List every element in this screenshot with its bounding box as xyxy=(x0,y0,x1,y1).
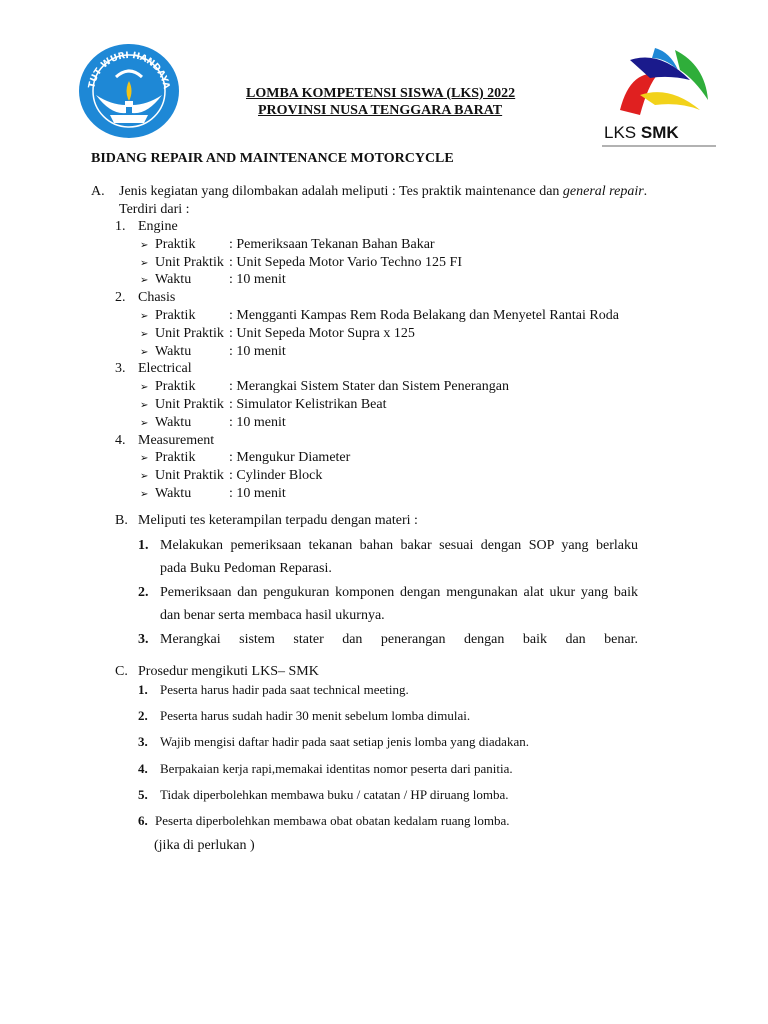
section-a-row-value: : Mengganti Kampas Rem Roda Belakang dan Menyetel Rantai Roda xyxy=(229,308,619,323)
section-a-intro-italic: general repair xyxy=(562,184,644,199)
section-c-item-number: 3. xyxy=(138,734,148,749)
section-a-item-name: Engine xyxy=(138,219,178,234)
section-c-item-number: 1. xyxy=(138,682,148,697)
section-b-letter: B. xyxy=(115,513,128,528)
section-a-letter: A. xyxy=(91,184,105,199)
section-c-item-number: 5. xyxy=(138,787,148,802)
section-b-item-line1: Melakukan pemeriksaan tekanan bahan bakar sesuai dengan SOP yang berlaku xyxy=(160,538,638,553)
section-a-intro-text: Jenis kegiatan yang dilombakan adalah meliputi : Tes praktik maintenance dan xyxy=(119,184,563,199)
section-c-note: (jika di perlukan ) xyxy=(154,838,255,853)
lks-smk-logo-text xyxy=(604,123,679,143)
section-a-row-label: Waktu xyxy=(155,414,192,430)
section-c-item-text: Peserta harus hadir pada saat technical meeting. xyxy=(160,682,409,697)
section-a-row-label: Unit Praktik xyxy=(155,468,224,484)
section-a-row-label: Unit Praktik xyxy=(155,397,224,412)
section-b-item-number: 2. xyxy=(138,585,149,600)
section-a-row-label: Praktik xyxy=(155,450,196,466)
section-b-intro: Meliputi tes keterampilan terpadu dengan materi : xyxy=(138,513,418,528)
section-a-row-value: : 10 menit xyxy=(229,343,286,359)
tut-wuri-handayani-logo xyxy=(76,43,182,139)
section-a-row-label: Waktu xyxy=(155,343,192,359)
logo-lks-text: LKS xyxy=(604,123,637,142)
section-a-row-value: : Mengukur Diameter xyxy=(229,450,351,466)
section-a-row-value: : Unit Sepeda Motor Supra x 125 xyxy=(229,325,415,341)
section-c-item-text: Peserta diperbolehkan membawa obat obatan kedalam ruang lomba. xyxy=(155,813,510,828)
section-c-item-number: 6. xyxy=(138,813,148,828)
section-b-item-line1: Pemeriksaan dan pengukuran komponen dengan mengunakan alat ukur yang baik xyxy=(160,585,638,600)
bullet-arrow-icon: ➢ xyxy=(140,489,149,500)
bullet-arrow-icon: ➢ xyxy=(140,311,149,322)
section-b-item-line2: pada Buku Pedoman Reparasi. xyxy=(160,561,332,576)
field-title: BIDANG REPAIR AND MAINTENANCE MOTORCYCLE xyxy=(91,151,454,166)
bullet-arrow-icon: ➢ xyxy=(140,453,149,465)
section-a-row-label: Praktik xyxy=(155,236,196,252)
section-b-item-number: 1. xyxy=(138,538,149,553)
section-a-item-name: Measurement xyxy=(138,432,215,448)
section-a-row-label: Unit Praktik xyxy=(155,254,224,270)
section-c-item-text: Wajib mengisi daftar hadir pada saat setiap jenis lomba yang diadakan. xyxy=(160,734,529,749)
logo-motto-text: TUT WURI HANDAYA xyxy=(87,50,171,90)
bullet-arrow-icon: ➢ xyxy=(140,382,149,394)
bullet-arrow-icon: ➢ xyxy=(140,400,149,411)
section-a-row-value: : Simulator Kelistrikan Beat xyxy=(229,397,387,412)
section-a-row-value: : Cylinder Block xyxy=(229,468,323,484)
section-a-row-value: : 10 menit xyxy=(229,486,286,501)
section-c-item-text: Tidak diperbolehkan membawa buku / catatan / HP diruang lomba. xyxy=(160,787,509,802)
section-a-item-number: 2. xyxy=(115,290,126,306)
section-b-item-line1: Merangkai sistem stater dan penerangan dengan baik dan benar. xyxy=(160,632,638,647)
bullet-arrow-icon: ➢ xyxy=(140,328,149,340)
section-c-item-text: Berpakaian kerja rapi,memakai identitas nomor peserta dari panitia. xyxy=(160,761,513,776)
bullet-arrow-icon: ➢ xyxy=(140,275,149,287)
section-a-row-value: : Pemeriksaan Tekanan Bahan Bakar xyxy=(229,236,435,252)
section-a-row-value: : 10 menit xyxy=(229,272,286,288)
section-c-item-number: 2. xyxy=(138,708,148,723)
page-title-line1: LOMBA KOMPETENSI SISWA (LKS) 2022 xyxy=(246,86,516,101)
logo-smk-text: SMK xyxy=(640,123,679,142)
bullet-arrow-icon: ➢ xyxy=(140,257,149,269)
section-a-row-value: : Unit Sepeda Motor Vario Techno 125 FI xyxy=(229,254,462,270)
section-a-row-label: Unit Praktik xyxy=(155,325,224,341)
bullet-arrow-icon: ➢ xyxy=(140,346,149,358)
section-c-item-number: 4. xyxy=(138,761,148,776)
section-c-intro: Prosedur mengikuti LKS– SMK xyxy=(138,664,319,679)
section-a-intro xyxy=(119,184,647,200)
bullet-arrow-icon: ➢ xyxy=(140,417,149,429)
section-c-item-text: Peserta harus sudah hadir 30 menit sebelum lomba dimulai. xyxy=(160,708,471,723)
bullet-arrow-icon: ➢ xyxy=(140,239,149,251)
section-a-item-name: Electrical xyxy=(138,361,192,377)
section-a-row-label: Praktik xyxy=(155,379,196,395)
section-a-row-label: Praktik xyxy=(155,308,196,323)
page-title-line2: PROVINSI NUSA TENGGARA BARAT xyxy=(258,103,503,118)
section-a-row-label: Waktu xyxy=(155,486,192,501)
section-b-item-line2: dan benar serta membaca hasil ukurnya. xyxy=(160,608,385,623)
section-b-item-number: 3. xyxy=(138,632,149,647)
bullet-arrow-icon: ➢ xyxy=(140,471,149,483)
section-a-terdiri: Terdiri dari : xyxy=(119,202,190,217)
section-a-item-number: 1. xyxy=(115,219,126,234)
section-a-row-value: : 10 menit xyxy=(229,414,286,430)
section-a-item-name: Chasis xyxy=(138,290,176,306)
section-a-item-number: 4. xyxy=(115,432,126,448)
section-a-row-value: : Merangkai Sistem Stater dan Sistem Penerangan xyxy=(229,379,509,395)
section-c-letter: C. xyxy=(115,664,128,679)
section-a-item-number: 3. xyxy=(115,361,126,377)
section-a-row-label: Waktu xyxy=(155,272,192,288)
section-a-intro-end: . xyxy=(643,184,648,199)
